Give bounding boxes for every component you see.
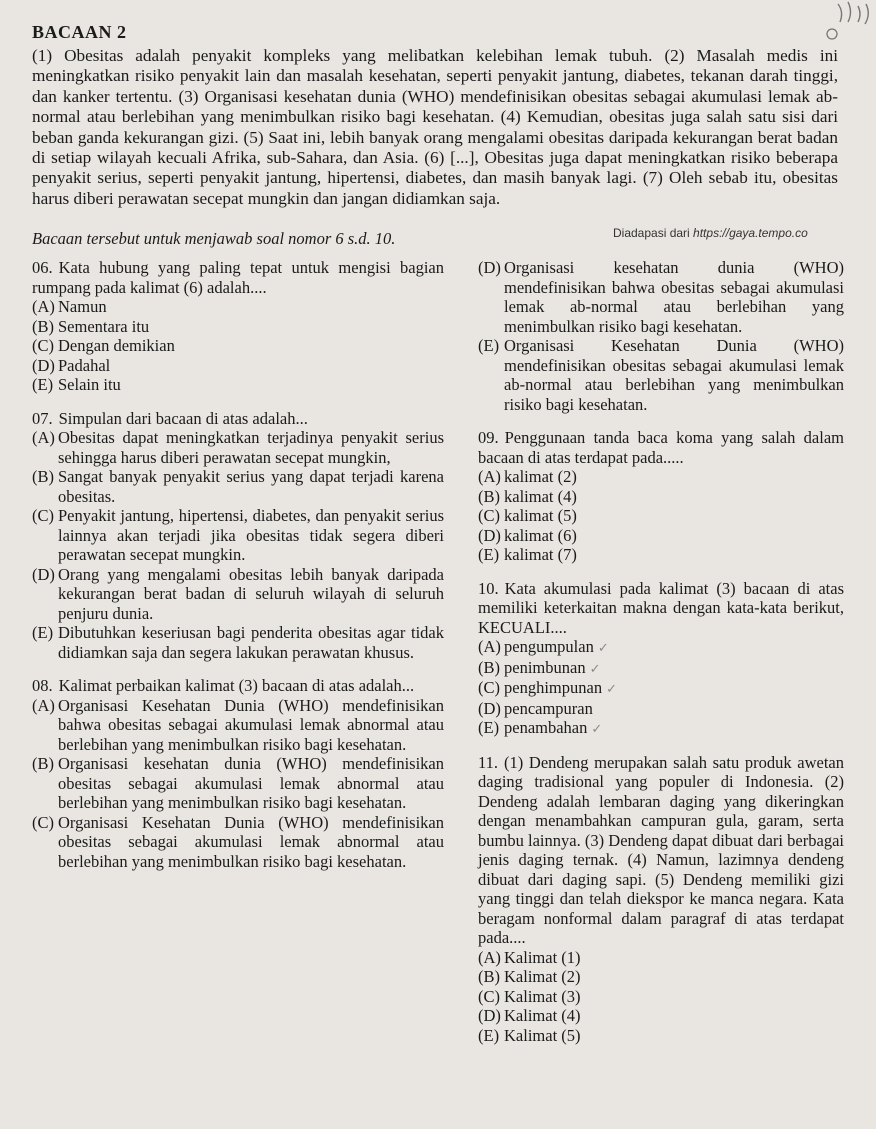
check-mark-icon: ✓ [591, 721, 603, 736]
answer-option[interactable]: (A) pengumpulan ✓ [478, 637, 609, 656]
answer-option[interactable]: (B) Kalimat (2) [478, 967, 581, 986]
check-mark-icon: ✓ [589, 660, 601, 676]
question-09 [478, 428, 844, 565]
answer-option[interactable]: (A) kalimat (2) [478, 467, 577, 486]
answer-option[interactable]: (C) kalimat (5) [478, 506, 577, 525]
question-number: 06. [32, 258, 53, 277]
answer-option[interactable]: (A) Kalimat (1) [478, 947, 581, 967]
answer-option[interactable]: (E) Selain itu [32, 375, 121, 394]
answer-option[interactable]: (E) Dibutuhkan keseriusan bagi penderita obesitas agar tidak didiamkan saja dan segera lakukan perawatan khusus. [32, 623, 444, 662]
answer-option[interactable]: (B) kalimat (4) [478, 486, 577, 506]
answer-option[interactable]: (C) Dengan demikian [32, 336, 175, 355]
answer-option[interactable]: (D) pencampuran [478, 698, 593, 718]
answer-option[interactable]: (C) Penyakit jantung, hipertensi, diabetes, dan penyakit serius lainnya akan terjadi jika obesitas tidak segera diberi perawatan secepat mungkin. [32, 506, 444, 564]
answer-option[interactable]: (A) Organisasi Kesehatan Dunia (WHO) mendefinisikan bahwa obesitas sebagai akumulasi lemak abnormal atau berlebihan yang menimbulkan risiko bagi kesehatan. [32, 695, 444, 754]
question-11 [478, 753, 844, 1046]
answer-option[interactable]: (C) Organisasi Kesehatan Dunia (WHO) mendefinisikan obesitas sebagai akumulasi lemak abnormal atau berlebihan yang menimbulkan risiko bagi kesehatan. [32, 812, 444, 871]
source-url: https://gaya.tempo.co [693, 226, 808, 240]
question-stem: Simpulan dari bacaan di atas adalah... [58, 408, 308, 428]
answer-option[interactable]: (B) Sangat banyak penyakit serius yang dapat terjadi karena obesitas. [32, 467, 444, 506]
question-10 [478, 579, 844, 739]
question-stem: (1) Dendeng merupakan salah satu produk awetan daging tradisional yang populer di Indonesia. (2) Dendeng adalah lembaran daging yang dikeringkan dengan menambahkan campuran gula, garam, serta bumbu lainnya. (3) Dendeng dapat dibuat dari berbagai jenis daging ternak. (4) Namun, lazimnya dendeng dibuat dari daging sapi. (5) Dendeng memiliki gizi yang tinggi dan telah diekspor ke manca negara. Kata beragam nonformal dalam paragraf di atas terdapat pada.... [478, 752, 844, 947]
answer-option[interactable]: (E) Organisasi Kesehatan Dunia (WHO) mendefinisikan obesitas sebagai akumulasi lemak ab-normal atau berlebihan yang menimbulkan risiko bagi kesehatan. [478, 336, 844, 414]
answer-option[interactable]: (A) Namun [32, 297, 107, 316]
question-07 [32, 409, 444, 663]
question-number: 10. [478, 578, 499, 598]
answer-option[interactable]: (A) Obesitas dapat meningkatkan terjadinya penyakit serius sehingga harus diberi perawatan secepat mungkin, [32, 428, 444, 467]
answer-option[interactable]: (C) Kalimat (3) [478, 986, 581, 1006]
answer-option[interactable]: (E) kalimat (7) [478, 545, 577, 564]
question-number: 07. [32, 408, 53, 428]
instruction-text: Bacaan tersebut untuk menjawab soal nomor 6 s.d. 10. [32, 229, 396, 248]
answer-option[interactable]: (B) Sementara itu [32, 316, 150, 336]
answer-option[interactable]: (B) Organisasi kesehatan dunia (WHO) mendefinisikan obesitas sebagai akumulasi lemak abnormal atau berlebihan yang menimbulkan risiko bagi kesehatan. [32, 754, 444, 812]
question-stem: Kata akumulasi pada kalimat (3) bacaan di atas memiliki keterkaitan makna dengan kata-kata berikut, KECUALI.... [478, 578, 844, 637]
right-column [478, 258, 844, 1052]
answer-option[interactable]: (B) penimbunan ✓ [478, 657, 601, 677]
answer-option[interactable]: (C) penghimpunan ✓ [478, 678, 617, 697]
source-credit [613, 226, 808, 240]
source-prefix: Diadapasi dari [613, 226, 694, 240]
answer-option[interactable]: (D) Organisasi kesehatan dunia (WHO) mendefinisikan bahwa obesitas sebagai akumulasi lemak ab-normal atau berlebihan yang menimbulkan risiko bagi kesehatan. [478, 258, 844, 336]
question-number: 11. [478, 752, 499, 772]
question-06 [32, 258, 444, 395]
answer-option[interactable]: (E) Kalimat (5) [478, 1025, 581, 1045]
left-column [32, 258, 444, 878]
reading-title: BACAAN 2 [32, 22, 127, 42]
question-number: 08. [32, 676, 53, 695]
answer-option[interactable]: (E) penambahan ✓ [478, 718, 603, 737]
question-stem: Penggunaan tanda baca koma yang salah dalam bacaan di atas terdapat pada..... [478, 428, 844, 467]
reading-passage: (1) Obesitas adalah penyakit kompleks yang melibatkan kelebihan lemak tubuh. (2) Masalah medis ini meningkatkan risiko penyakit lain dan masalah kesehatan, seperti penyakit jantung, diabetes, tekanan darah tinggi, dan kanker tertentu. (3) Organisasi kesehatan dunia (WHO) mendefinisikan obesitas sebagai akumulasi lemak ab-normal atau berlebihan yang menimbulkan risiko bagi kesehatan. (4) Kemudian, obesitas juga salah satu sisi dari beban ganda kekurangan gizi. (5) Saat ini, lebih banyak orang mengalami obesitas daripada kekurangan berat badan di setiap wilayah kecuali Afrika, sub-Sahara, dan Asia. (6) [...], Obesitas juga dapat meningkatkan risiko beberapa penyakit serius, seperti penyakit jantung, hipertensi, diabetes, dan masih banyak lagi. (7) Oleh sebab itu, obesitas harus diberi perawatan secepat mungkin dan jangan didiamkan saja. [32, 46, 838, 208]
question-stem: Kata hubung yang paling tepat untuk mengisi bagian rumpang pada kalimat (6) adalah.... [32, 258, 444, 297]
answer-option[interactable]: (D) kalimat (6) [478, 525, 577, 545]
question-08 [32, 676, 444, 871]
question-stem: Kalimat perbaikan kalimat (3) bacaan di atas adalah... [58, 676, 415, 695]
question-08-continued [478, 258, 844, 414]
question-number: 09. [478, 428, 499, 447]
check-mark-icon: ✓ [597, 640, 609, 655]
answer-option[interactable]: (D) Orang yang mengalami obesitas lebih banyak daripada kekurangan berat badan di seluruh wilayah di seluruh penjuru dunia. [32, 564, 444, 623]
answer-option[interactable]: (D) Padahal [32, 355, 111, 375]
answer-option[interactable]: (D) Kalimat (4) [478, 1006, 581, 1025]
check-mark-icon: ✓ [606, 681, 617, 696]
